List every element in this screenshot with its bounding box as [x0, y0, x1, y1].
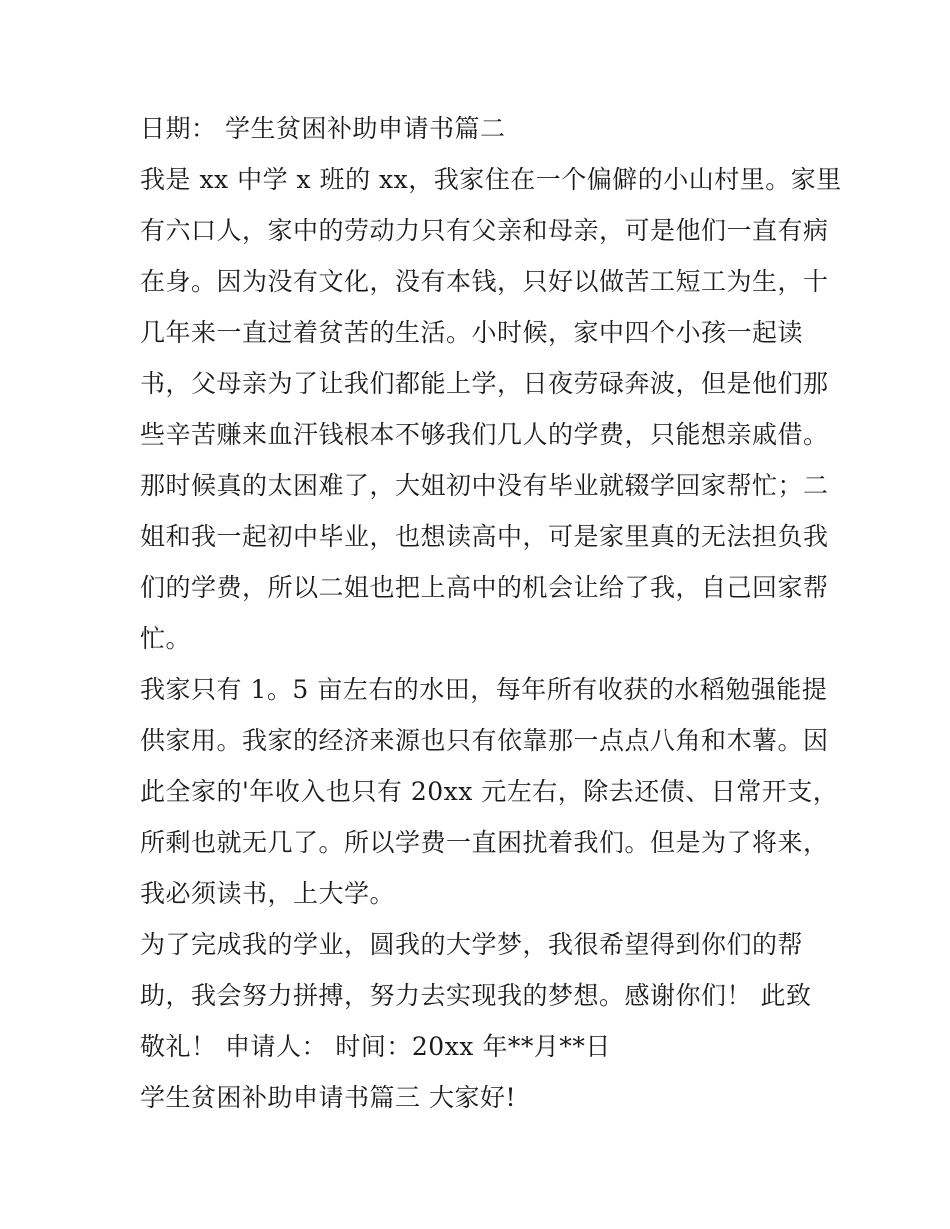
text-line: 姐和我一起初中毕业，也想读高中，可是家里真的无法担负我: [140, 522, 829, 551]
text-line: 那时候真的太困难了，大姐初中没有毕业就辍学回家帮忙；二: [140, 471, 829, 500]
text-line: 们的学费，所以二姐也把上高中的机会让给了我，自己回家帮: [140, 573, 829, 602]
text-line: 日期： 学生贫困补助申请书篇二: [140, 114, 506, 143]
text-line: 几年来一直过着贫苦的生活。小时候，家中四个小孩一起读: [140, 318, 804, 347]
text-line: 有六口人，家中的劳动力只有父亲和母亲，可是他们一直有病: [140, 216, 829, 245]
text-line: 在身。因为没有文化，没有本钱，只好以做苦工短工为生，十: [140, 267, 829, 296]
text-line: 我家只有 1。5 亩左右的水田，每年所有收获的水稻勉强能提: [140, 675, 828, 704]
text-line: 敬礼！ 申请人： 时间：20xx 年**月**日: [140, 1032, 611, 1061]
text-line: 为了完成我的学业，圆我的大学梦，我很希望得到你们的帮: [140, 930, 804, 959]
text-line: 我是 xx 中学 x 班的 xx，我家住在一个偏僻的小山村里。家里: [140, 165, 842, 194]
text-line: 供家用。我家的经济来源也只有依靠那一点点八角和木薯。因: [140, 726, 829, 755]
text-line: 忙。: [140, 624, 192, 653]
text-line: 些辛苦赚来血汗钱根本不够我们几人的学费，只能想亲戚借。: [140, 420, 829, 449]
text-line: 此全家的'年收入也只有 20xx 元左右，除去还债、日常开支，: [140, 777, 839, 806]
text-line: 助，我会努力拼搏，努力去实现我的梦想。感谢你们！ 此致: [140, 981, 812, 1010]
text-line: 所剩也就无几了。所以学费一直困扰着我们。但是为了将来，: [140, 828, 829, 857]
text-line: 我必须读书，上大学。: [140, 879, 396, 908]
text-line: 书，父母亲为了让我们都能上学，日夜劳碌奔波，但是他们那: [140, 369, 829, 398]
text-line: 学生贫困补助申请书篇三 大家好!: [140, 1083, 516, 1112]
